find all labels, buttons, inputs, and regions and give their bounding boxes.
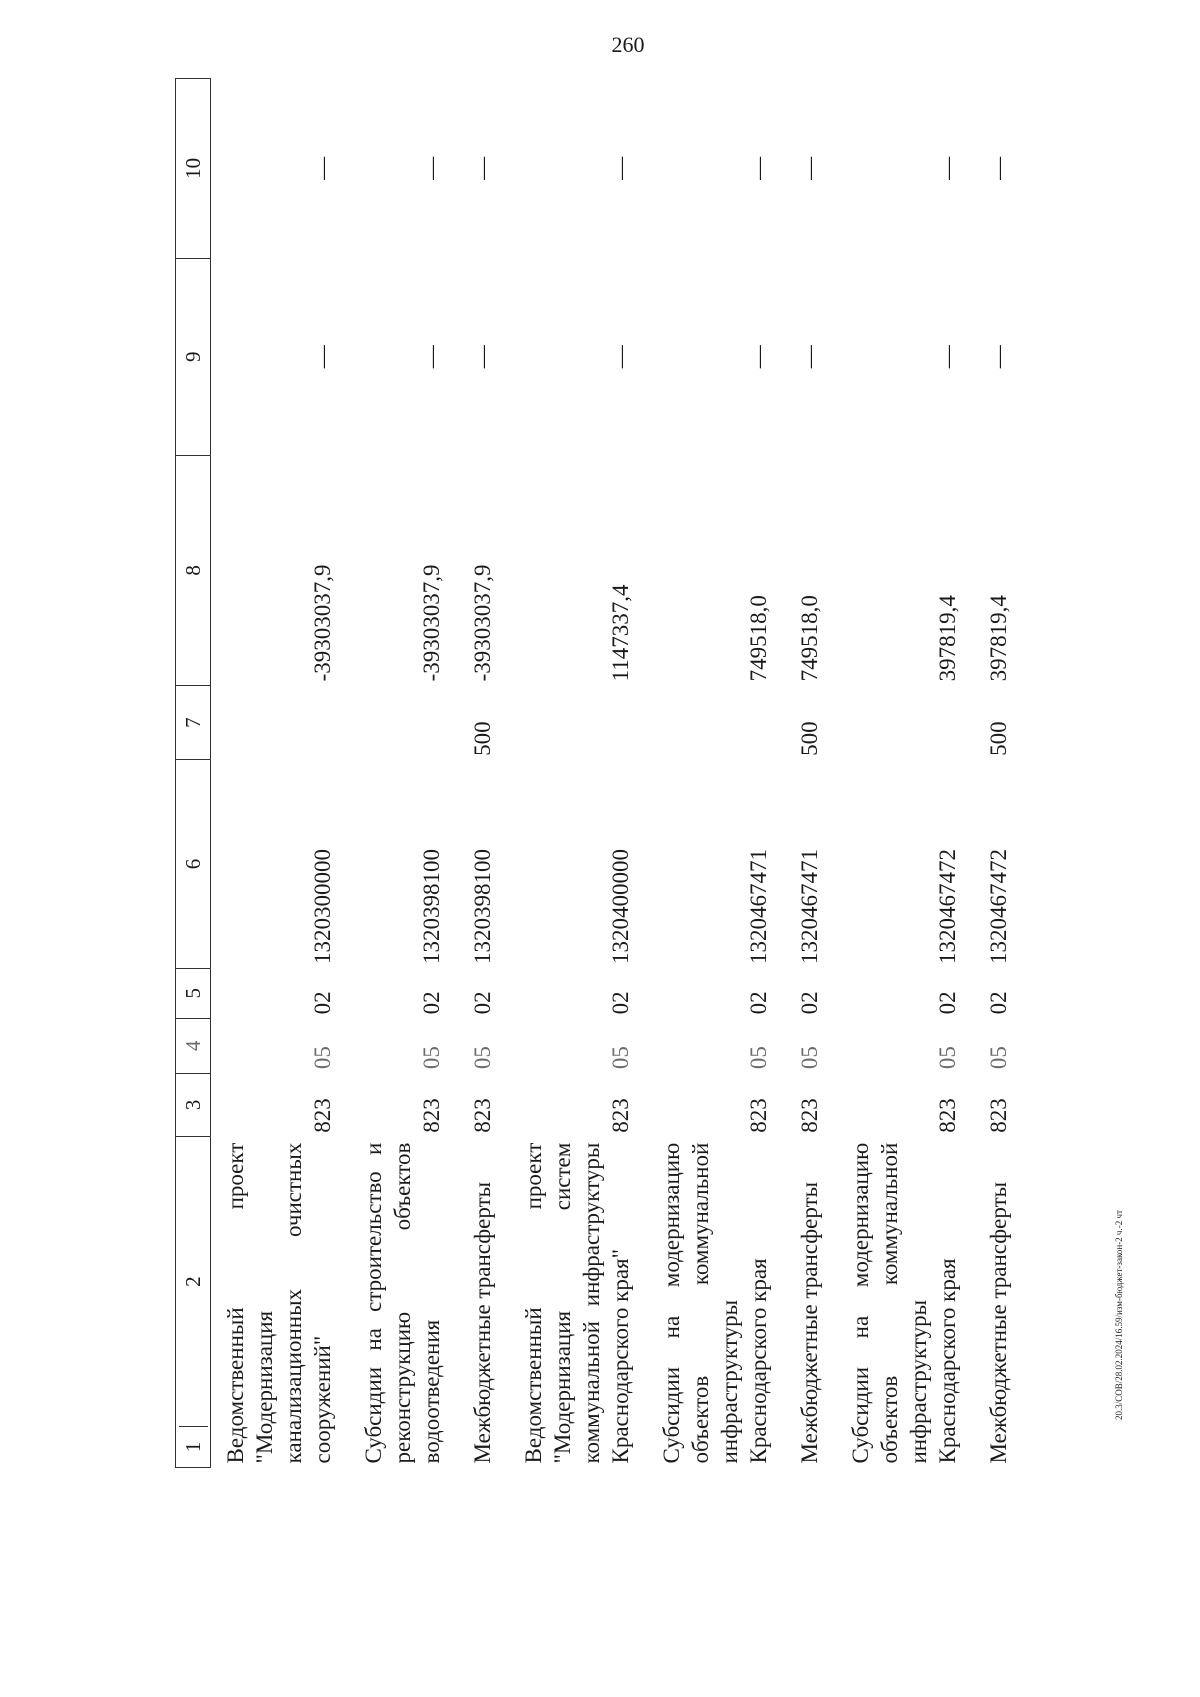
row-c6: 1320467471 [746,849,771,965]
row-c10: — [608,156,633,180]
header-cell-1: 1 [179,1426,208,1467]
row-c6: 1320467472 [935,849,960,965]
row-c8: -39303037,9 [470,564,495,682]
row-name: Межбюджетные трансферты [797,1181,822,1464]
row-name: Межбюджетные трансферты [470,1181,495,1464]
row-c5: 02 [470,991,495,1015]
header-cell-10: 10 [176,79,211,259]
row-c4: 05 [470,1046,495,1070]
row-c3: 823 [419,1098,444,1133]
row-c7 [349,685,458,759]
table-row [974,79,1025,1468]
row-name: Субсидии на модернизацию объектов коммунальной инфраструктуры Краснодарского края [659,1142,771,1464]
row-c6: 1320467471 [797,849,822,965]
row-c4: 05 [746,1046,771,1070]
row-c10: — [986,156,1011,180]
row-c10: — [419,156,444,180]
header-cell-8: 8 [176,455,211,685]
row-c6: 1320400000 [608,849,633,965]
row-c9: — [310,345,335,369]
table-row [836,79,974,1468]
row-c9: — [470,345,495,369]
row-c5: 02 [986,991,1011,1015]
row-c10: — [746,156,771,180]
row-c9: — [797,345,822,369]
table-header [176,79,211,1468]
row-c3: 823 [608,1098,633,1133]
row-c4: 05 [608,1046,633,1070]
row-c8: 397819,4 [935,595,960,682]
row-c9: — [608,345,633,369]
header-cell-7: 7 [176,685,211,759]
row-c3: 823 [310,1098,335,1133]
budget-table-rotated [175,78,1200,1468]
row-c5: 02 [935,991,960,1015]
row-c7 [509,685,647,759]
row-c4: 05 [986,1046,1011,1070]
row-c5: 02 [608,991,633,1015]
row-c7 [211,685,350,759]
table-row [509,79,647,1468]
row-c8: -39303037,9 [310,564,335,682]
row-name: Ведомственный проект "Модернизация систем коммунальной инфраструктуры Краснодарского края" [521,1142,633,1464]
footer-code: 20.3/СОВ/28.02.2024/16.59/изм-бюджет-закон-2 ч.-2 чт [1114,1210,1124,1420]
row-c7: 500 [797,721,822,756]
header-cell-6: 6 [176,760,211,968]
row-c8: 749518,0 [797,595,822,682]
row-c6: 1320398100 [470,849,495,965]
row-c4: 05 [797,1046,822,1070]
row-c10: — [797,156,822,180]
row-c3: 823 [986,1098,1011,1133]
row-c4: 05 [419,1046,444,1070]
header-cell-9: 9 [176,258,211,455]
row-c3: 823 [746,1098,771,1133]
table-row [647,79,785,1468]
row-c3: 823 [935,1098,960,1133]
row-c7: 500 [986,721,1011,756]
row-c9: — [986,345,1011,369]
row-c7 [647,685,785,759]
row-name: Субсидии на строительство и реконструкцию объектов водоотведения [361,1142,444,1464]
row-c4: 05 [310,1046,335,1070]
header-cell-1-2 [176,1137,211,1468]
row-c8: 397819,4 [986,595,1011,682]
row-c5: 02 [419,991,444,1015]
row-c8: 1147337,4 [608,584,633,682]
header-cell-4: 4 [176,1018,211,1073]
table-body [211,79,1026,1468]
row-c8: 749518,0 [746,595,771,682]
row-c3: 823 [797,1098,822,1133]
row-c6: 1320300000 [310,849,335,965]
row-c6: 1320398100 [419,849,444,965]
row-c4: 05 [935,1046,960,1070]
table-row [458,79,509,1468]
row-c8: -39303037,9 [419,564,444,682]
row-c5: 02 [310,991,335,1015]
row-c3: 823 [470,1098,495,1133]
page-number: 260 [611,32,645,57]
table-row [785,79,836,1468]
row-c10: — [935,156,960,180]
row-name: Межбюджетные трансферты [986,1181,1011,1464]
row-name: Субсидии на модернизацию объектов коммунальной инфраструктуры Краснодарского края [848,1142,960,1464]
row-c9: — [419,345,444,369]
header-cell-2: 2 [180,1276,205,1287]
row-c10: — [310,156,335,180]
row-c6: 1320467472 [986,849,1011,965]
budget-table [175,78,1025,1468]
row-c10: — [470,156,495,180]
row-name: Ведомственный проект "Модернизация канализационных очистных сооружений" [223,1142,335,1464]
table-row [349,79,458,1468]
header-cell-5: 5 [176,968,211,1018]
row-c7: 500 [470,721,495,756]
row-c5: 02 [797,991,822,1015]
table-row [211,79,350,1468]
row-c9: — [746,345,771,369]
header-cell-3: 3 [176,1073,211,1137]
header-row [176,79,211,1468]
row-c5: 02 [746,991,771,1015]
row-c7 [836,685,974,759]
row-c9: — [935,345,960,369]
